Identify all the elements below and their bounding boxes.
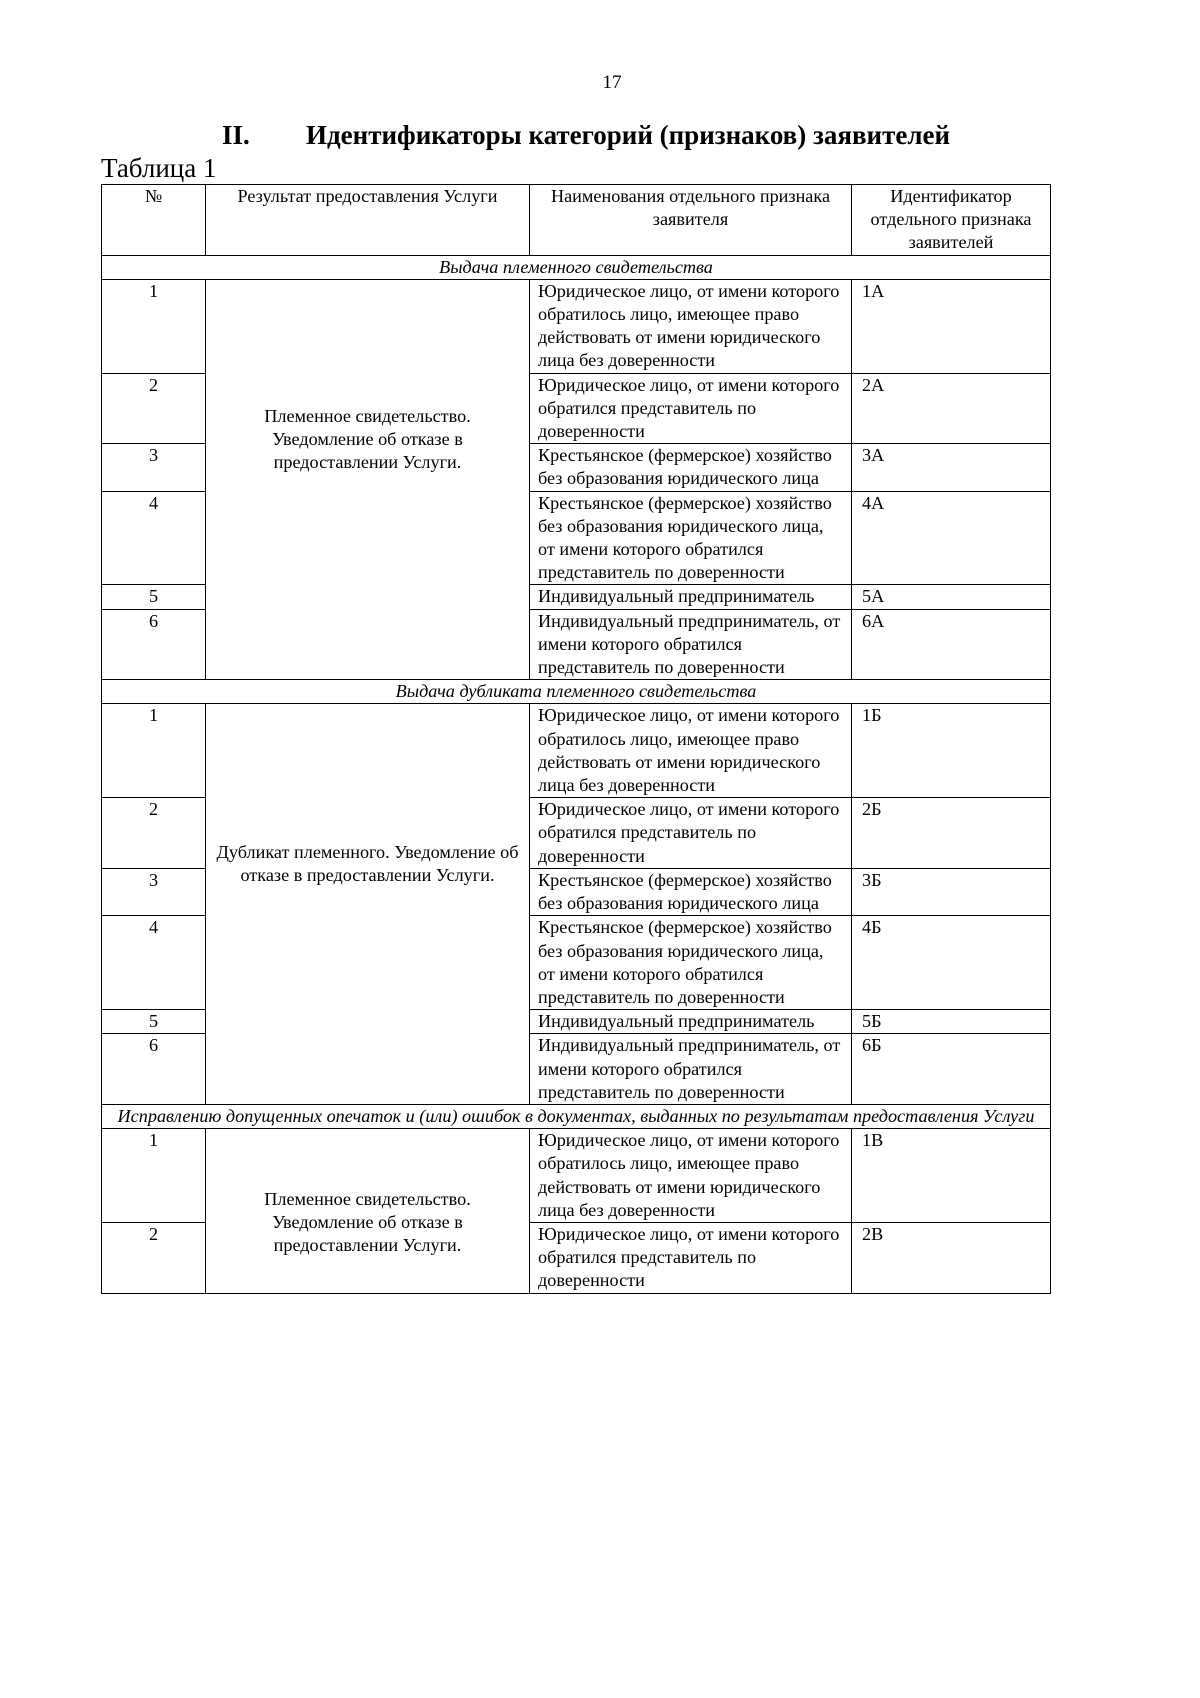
service-result: Племенное свидетельство. Уведомление об отказе в предоставлении Услуги. [264, 1188, 471, 1255]
applicant-feature-name: Крестьянское (фермерское) хозяйство без образования юридического лица [530, 868, 852, 915]
section-row [102, 680, 1051, 704]
header-identifier: Идентификатор отдельного признака заявителей [852, 185, 1051, 256]
row-number: 6 [102, 609, 206, 680]
applicant-feature-id: 2В [852, 1222, 1051, 1293]
header-feature-name: Наименования отдельного признака заявителя [530, 185, 852, 256]
applicant-feature-name: Индивидуальный предприниматель, от имени которого обратился представитель по доверенности [530, 1034, 852, 1105]
applicant-feature-id: 4А [852, 491, 1051, 585]
applicant-feature-name: Крестьянское (фермерское) хозяйство без образования юридического лица, от имени которого обратился представитель по доверенности [530, 491, 852, 585]
applicant-feature-name: Юридическое лицо, от имени которого обратился представитель по доверенности [530, 1222, 852, 1293]
row-number: 1 [102, 279, 206, 373]
row-number: 4 [102, 491, 206, 585]
table-caption: Таблица 1 [101, 153, 217, 183]
row-number: 4 [102, 916, 206, 1010]
applicant-feature-id: 6А [852, 609, 1051, 680]
section-row [102, 255, 1051, 279]
section-title-cell: Выдача дубликата племенного свидетельства [102, 680, 1051, 704]
section-title: Идентификаторы категорий (признаков) заявителей [306, 120, 951, 150]
row-number: 1 [102, 1129, 206, 1223]
section-heading [222, 120, 950, 151]
applicant-feature-id: 3А [852, 444, 1051, 491]
applicant-feature-name: Юридическое лицо, от имени которого обратилось лицо, имеющее право действовать от имени юридического лица без доверенности [530, 1129, 852, 1223]
row-number: 3 [102, 868, 206, 915]
applicant-feature-name: Крестьянское (фермерское) хозяйство без образования юридического лица, от имени которого обратился представитель по доверенности [530, 916, 852, 1010]
applicant-feature-id: 5А [852, 585, 1051, 609]
row-number: 2 [102, 1222, 206, 1293]
applicant-feature-id: 5Б [852, 1010, 1051, 1034]
service-result-cell [206, 704, 530, 1104]
applicant-feature-id: 2Б [852, 798, 1051, 869]
section-title-cell: Исправлению допущенных опечаток и (или) ошибок в документах, выданных по результатам предоставления Услуги [102, 1104, 1051, 1128]
service-result: Племенное свидетельство. Уведомление об отказе в предоставлении Услуги. [264, 405, 471, 473]
applicant-feature-name: Юридическое лицо, от имени которого обратился представитель по доверенности [530, 798, 852, 869]
applicant-feature-id: 6Б [852, 1034, 1051, 1105]
applicant-feature-id: 3Б [852, 868, 1051, 915]
row-number: 1 [102, 704, 206, 798]
header-number: № [102, 185, 206, 256]
applicant-feature-id: 1В [852, 1129, 1051, 1223]
table-row [102, 279, 1051, 373]
table-header-row [102, 185, 1051, 256]
applicant-feature-name: Индивидуальный предприниматель [530, 1010, 852, 1034]
applicant-feature-name: Юридическое лицо, от имени которого обратилось лицо, имеющее право действовать от имени юридического лица без доверенности [530, 704, 852, 798]
applicant-feature-id: 1А [852, 279, 1051, 373]
applicant-feature-name: Индивидуальный предприниматель [530, 585, 852, 609]
service-result-cell [206, 279, 530, 679]
applicant-feature-name: Юридическое лицо, от имени которого обратилось лицо, имеющее право действовать от имени юридического лица без доверенности [530, 279, 852, 373]
service-result-cell [206, 1129, 530, 1293]
applicant-feature-id: 4Б [852, 916, 1051, 1010]
applicant-feature-name: Индивидуальный предприниматель, от имени которого обратился представитель по доверенности [530, 609, 852, 680]
section-title-cell: Выдача племенного свидетельства [102, 255, 1051, 279]
row-number: 5 [102, 1010, 206, 1034]
table-row [102, 1129, 1051, 1223]
row-number: 2 [102, 798, 206, 869]
applicant-feature-id: 1Б [852, 704, 1051, 798]
applicant-feature-name: Крестьянское (фермерское) хозяйство без образования юридического лица [530, 444, 852, 491]
table-row [102, 704, 1051, 798]
row-number: 6 [102, 1034, 206, 1105]
row-number: 5 [102, 585, 206, 609]
row-number: 2 [102, 373, 206, 444]
applicant-categories-table [101, 184, 1051, 1294]
page-number: 17 [602, 72, 622, 93]
section-row [102, 1104, 1051, 1128]
applicant-feature-name: Юридическое лицо, от имени которого обратился представитель по доверенности [530, 373, 852, 444]
service-result: Дубликат племенного. Уведомление об отказе в предоставлении Услуги. [216, 841, 519, 886]
section-number: II. [222, 120, 250, 150]
applicant-feature-id: 2А [852, 373, 1051, 444]
header-result: Результат предоставления Услуги [206, 185, 530, 256]
row-number: 3 [102, 444, 206, 491]
